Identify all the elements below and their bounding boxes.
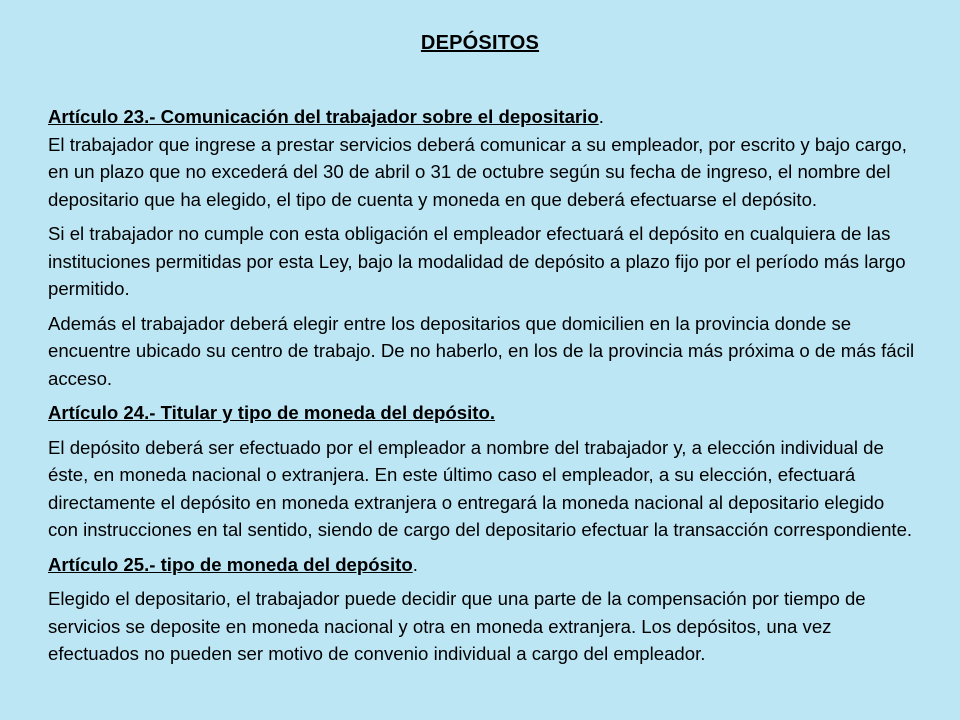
article-24-paragraph-1: El depósito deberá ser efectuado por el empleador a nombre del trabajador y, a elección individual de éste, en moneda nacional o extranjera. En este último caso el empleador, a su elección, efectuará directamente el depósito en moneda extranjera o entregará la moneda nacional al depositario elegido con instrucciones en tal sentido, siendo de cargo del depositario efectuar la transacción correspondiente. bbox=[48, 436, 913, 540]
article-23-paragraph-3: Además el trabajador deberá elegir entre los depositarios que domicilien en la provincia donde se encuentre ubicado su centro de trabajo. De no haberlo, en los de la provincia más próxima o de más fácil acceso. bbox=[48, 312, 915, 389]
article-heading-text: Artículo 25.- tipo de moneda del depósito bbox=[48, 553, 413, 575]
article-25-heading bbox=[48, 551, 918, 579]
article-23-paragraph-2: Si el trabajador no cumple con esta obligación el empleador efectuará el depósito en cualquiera de las instituciones permitidas por esta Ley, bajo la modalidad de depósito a plazo fijo por el período más largo permitido. bbox=[48, 223, 906, 299]
article-heading-text: Artículo 24.- Titular y tipo de moneda del depósito. bbox=[48, 402, 495, 423]
page-title: DEPÓSITOS bbox=[420, 32, 540, 54]
article-heading-suffix: . bbox=[412, 553, 418, 575]
article-heading-text: Artículo 23.- Comunicación del trabajador sobre el depositario bbox=[48, 106, 599, 127]
article-24-heading bbox=[48, 399, 918, 427]
article-heading-suffix: . bbox=[598, 106, 604, 127]
article-25-paragraph-1: Elegido el depositario, el trabajador puede decidir que una parte de la compensación por tiempo de servicios se deposite en moneda nacional y otra en moneda extranjera. Los depósitos, una vez efectuados no pueden ser motivo de convenio individual a cargo del empleador. bbox=[48, 588, 866, 664]
article-23-paragraph-1: El trabajador que ingrese a prestar servicios deberá comunicar a su empleador, por escrito y bajo cargo, en un plazo que no excederá del 30 de abril o 31 de octubre según su fecha de ingreso, el nombre del depositario que ha elegido, el tipo de cuenta y moneda en que deberá efectuarse el depósito. bbox=[48, 133, 907, 210]
article-23-heading bbox=[48, 103, 918, 131]
document-body bbox=[48, 103, 918, 675]
